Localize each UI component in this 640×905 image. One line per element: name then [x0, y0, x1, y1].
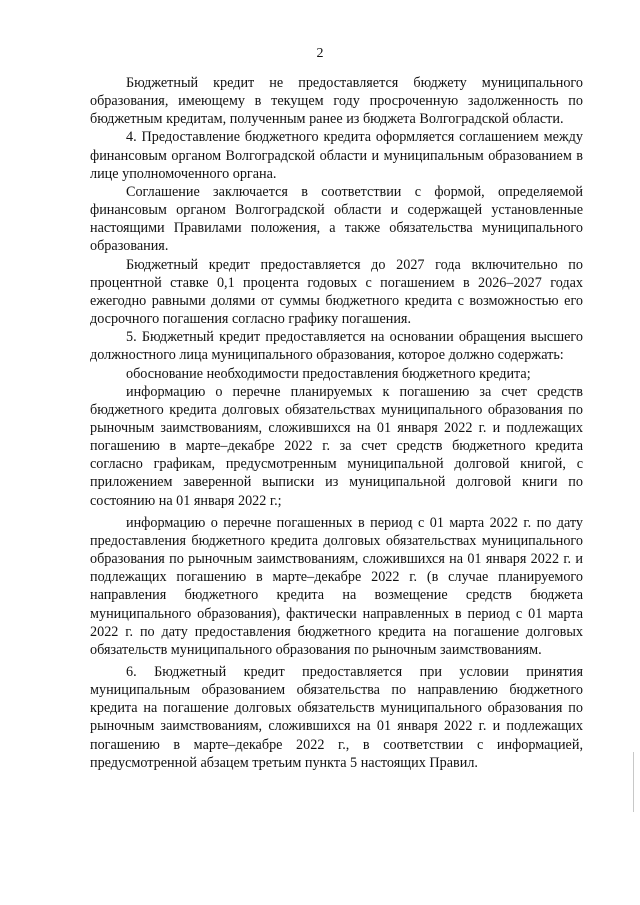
paragraph-repaid-obligations: информацию о перечне погашенных в период с 01 марта 2022 г. по дату предоставления бюджетного кредита долговых обязательствах муниципального образования по рыночным заимствованиям, сложившихся на 01 января 2022 г. и подлежащих погашению в марте–декабре 2022 г. (в случае планируемого направления бюджетного кредита на возмещение средств бюджета муниципального образования), фактически направленных в период с 01 марта 2022 г. по дату предоставления бюджетного кредита на погашение долговых обязательств муниципального образования по рыночным заимствованиям.: [90, 514, 583, 658]
paragraph-credit-terms: Бюджетный кредит предоставляется до 2027 года включительно по процентной ставке 0,1 процента годовых с погашением в 2026–2027 годах ежегодно равными долями от суммы бюджетного кредита с возможностью его досрочного погашения согласно графику погашения.: [90, 256, 583, 328]
scan-edge-mark: [633, 752, 634, 812]
paragraph-justification: обоснование необходимости предоставления бюджетного кредита;: [126, 365, 531, 382]
paragraph-credit-restriction: Бюджетный кредит не предоставляется бюджету муниципального образования, имеющему в текущем году просроченную задолженность по бюджетным кредитам, полученным ранее из бюджета Волгоградской области.: [90, 75, 583, 128]
paragraph-item-6: 6. Бюджетный кредит предоставляется при условии принятия муниципальным образованием обязательства по направлению бюджетного кредита на погашение долговых обязательств муниципального образования по рыночным заимствованиям, сложившихся на 01 января 2022 г. и подлежащих погашению в марте–декабре 2022 г., в соответствии с информацией, предусмотренной абзацем третьим пункта 5 настоящих Правил.: [90, 664, 583, 771]
page-number: 2: [316, 46, 324, 61]
paragraph-agreement: Соглашение заключается в соответствии с формой, определяемой финансовым органом Волгоградской области и содержащей установленные настоящими Правилами положения, а также обязательства муниципального образования.: [90, 183, 583, 255]
paragraph-item-4: 4. Предоставление бюджетного кредита оформляется соглашением между финансовым органом Волгоградской области и муниципальным образованием в лице уполномоченного органа.: [90, 129, 583, 182]
paragraph-planned-obligations: информацию о перечне планируемых к погашению за счет средств бюджетного кредита долговых обязательствах муниципального образования по рыночным заимствованиям, сложившихся на 01 января 2022 г. и подлежащих погашению в марте–декабре 2022 г. за счет средств бюджетного кредита согласно графикам, предусмотренным муниципальной долговой книгой, с приложением заверенной выписки из муниципальной долговой книги по состоянию на 01 января 2022 г.;: [90, 383, 583, 509]
paragraph-item-5: 5. Бюджетный кредит предоставляется на основании обращения высшего должностного лица муниципального образования, которое должно содержать:: [90, 329, 583, 364]
document-body: [90, 74, 583, 772]
